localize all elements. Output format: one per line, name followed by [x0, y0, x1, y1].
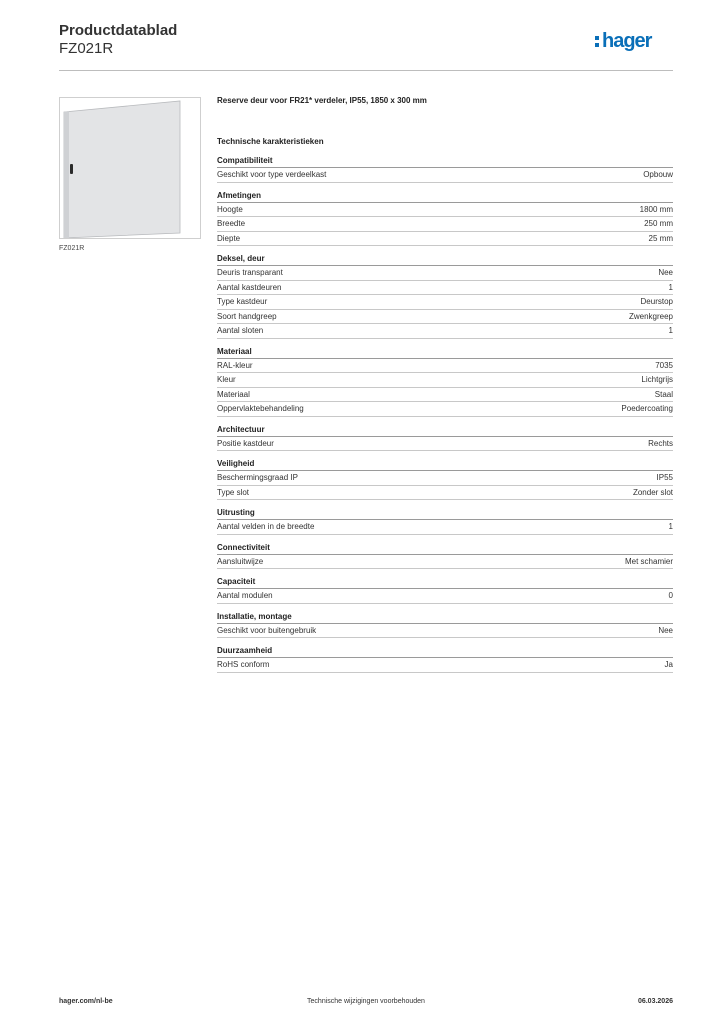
header-divider [59, 70, 673, 71]
spec-row [217, 310, 673, 325]
spec-group [217, 506, 673, 535]
spec-group [217, 610, 673, 639]
spec-group-title: Duurzaamheid [217, 644, 673, 658]
spec-group-title: Deksel, deur [217, 252, 673, 266]
footer-date: 06.03.2026 [637, 998, 673, 1005]
spec-value: Zonder slot [632, 487, 673, 497]
spec-label: RAL-kleur [217, 360, 253, 370]
spec-value: Rechts [648, 438, 673, 448]
spec-value: Nee [658, 268, 673, 277]
spec-row [217, 324, 673, 339]
page-footer [59, 998, 673, 1012]
spec-value: 7035 [655, 360, 673, 370]
spec-group-title: Veiligheid [217, 457, 673, 471]
spec-value: 1800 mm [639, 204, 673, 214]
spec-value: Lichtgrijs [641, 375, 673, 384]
spec-group-title: Afmetingen [217, 189, 673, 203]
spec-group-title: Installatie, montage [217, 610, 673, 624]
spec-value: 25 mm [648, 233, 673, 243]
spec-value: 0 [668, 591, 673, 600]
spec-label: Aantal kastdeuren [217, 282, 282, 292]
spec-row [217, 486, 673, 501]
footer-note: Technische wijzigingen voorbehouden [307, 998, 425, 1005]
tech-heading: Technische karakteristieken [217, 137, 324, 146]
spec-label: Soort handgreep [217, 311, 277, 321]
spec-label: Geschikt voor buitengebruik [217, 625, 317, 635]
spec-label: Aantal modulen [217, 591, 273, 600]
spec-value: 1 [668, 326, 673, 335]
spec-group [217, 457, 673, 500]
spec-value: 250 mm [644, 219, 673, 228]
spec-row [217, 373, 673, 388]
spec-label: RoHS conform [217, 660, 270, 669]
spec-row [217, 266, 673, 281]
spec-group [217, 541, 673, 570]
spec-row [217, 437, 673, 452]
spec-row [217, 295, 673, 310]
spec-row [217, 589, 673, 604]
spec-group [217, 575, 673, 604]
spec-group-title: Materiaal [217, 345, 673, 359]
spec-label: Geschikt voor type verdeelkast [217, 170, 327, 179]
spec-value: IP55 [656, 473, 673, 482]
spec-label: Kleur [217, 375, 236, 384]
spec-label: Breedte [217, 219, 246, 228]
spec-label: Materiaal [217, 389, 250, 399]
spec-label: Type kastdeur [217, 297, 268, 306]
spec-row [217, 203, 673, 218]
spec-value: Deurstop [640, 297, 673, 306]
spec-group [217, 644, 673, 673]
door-illustration [60, 98, 200, 238]
spec-value: Nee [658, 625, 673, 635]
spec-row [217, 402, 673, 417]
spec-group-title: Architectuur [217, 423, 673, 437]
spec-table [217, 154, 673, 679]
spec-group-title: Compatibiliteit [217, 154, 673, 168]
document-title: Productdatablad [59, 22, 178, 39]
spec-group [217, 252, 673, 339]
spec-row [217, 520, 673, 535]
spec-label: Hoogte [217, 204, 243, 214]
footer-site: hager.com/nl-be [59, 998, 113, 1005]
spec-row [217, 658, 673, 673]
document-header [59, 22, 177, 58]
spec-row [217, 232, 673, 247]
product-description: Reserve deur voor FR21* verdeler, IP55, 1850 x 300 mm [217, 96, 427, 105]
spec-value: Staal [654, 389, 673, 399]
spec-value: Poedercoating [621, 404, 673, 413]
image-caption: FZ021R [59, 245, 85, 252]
spec-label: Aansluitwijze [217, 556, 264, 566]
spec-value: Met schamier [624, 556, 673, 566]
spec-label: Aantal sloten [217, 326, 264, 335]
spec-label: Deuris transparant [217, 268, 283, 277]
spec-value: Ja [664, 660, 673, 669]
spec-label: Oppervlaktebehandeling [217, 404, 304, 413]
spec-row [217, 359, 673, 374]
spec-group [217, 423, 673, 452]
spec-label: Beschermingsgraad IP [217, 473, 298, 482]
product-summary [217, 95, 673, 147]
spec-value: Zwenkgreep [628, 311, 673, 321]
spec-row [217, 217, 673, 232]
spec-group [217, 345, 673, 417]
door-handle-icon [70, 164, 73, 174]
spec-row [217, 555, 673, 570]
spec-row [217, 388, 673, 403]
spec-label: Positie kastdeur [217, 438, 274, 448]
spec-group [217, 189, 673, 247]
spec-label: Type slot [217, 487, 250, 497]
spec-value: 1 [668, 282, 673, 292]
spec-value: 1 [668, 522, 673, 531]
spec-group-title: Connectiviteit [217, 541, 673, 555]
product-code: FZ021R [59, 40, 114, 57]
logo-text: hager [602, 30, 652, 52]
spec-group [217, 154, 673, 183]
spec-group-title: Capaciteit [217, 575, 673, 589]
spec-row [217, 168, 673, 183]
spec-label: Diepte [217, 233, 241, 243]
spec-row [217, 624, 673, 639]
product-image [59, 97, 201, 239]
spec-row [217, 471, 673, 486]
spec-group-title: Uitrusting [217, 506, 673, 520]
spec-value: Opbouw [643, 170, 673, 179]
spec-row [217, 281, 673, 296]
spec-label: Aantal velden in de breedte [217, 522, 315, 531]
hager-logo [594, 28, 674, 56]
